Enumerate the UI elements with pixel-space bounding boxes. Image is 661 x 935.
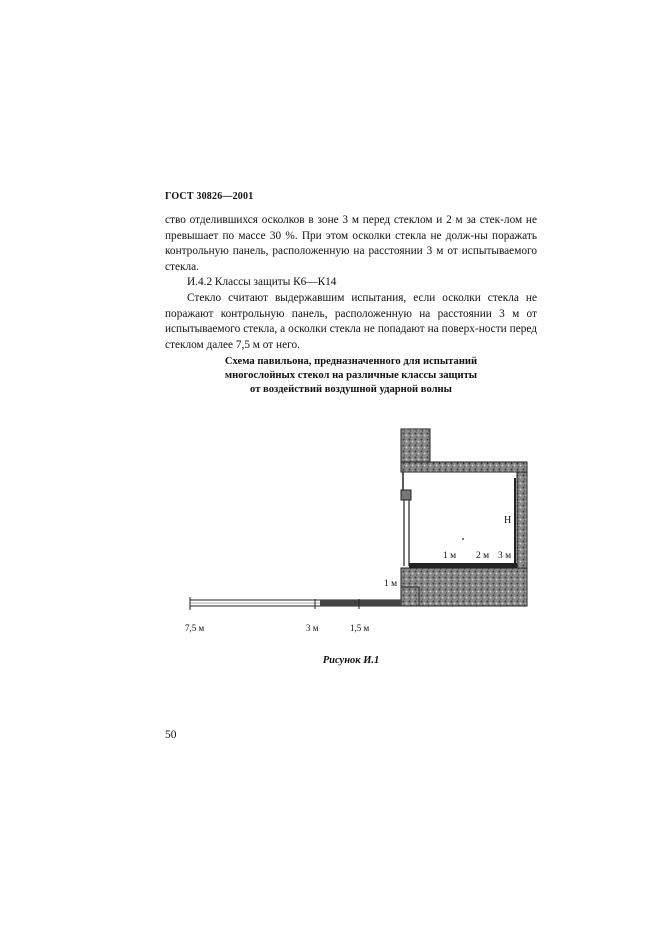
right-wall (517, 472, 527, 568)
interior-floor (409, 563, 517, 568)
caption-line-2: многослойных стекол на различные классы защиты (224, 370, 478, 381)
label-height: Н (504, 515, 512, 526)
section-heading: И.4.2 Классы защиты К6—К14 (187, 276, 337, 289)
paragraph-1: ство отделившихся осколков в зоне 3 м перед стеклом и 2 м за стек-лом не превышает по массе 30 %. При этом осколки стекла не долж-ны поражать контрольную панель, расположенную на расстоянии 3 м от испытываемого стекла. (165, 214, 537, 273)
foundation (401, 568, 527, 606)
caption-line-1: Схема павильона, предназначенного для испытаний (224, 356, 478, 367)
entrance-step (401, 587, 419, 606)
label-ground-3m: 3 м (306, 623, 319, 633)
interior-dot (462, 538, 464, 540)
standard-header: ГОСТ 30826—2001 (165, 191, 254, 202)
glass-mount (401, 490, 411, 500)
roof-slab (401, 462, 527, 472)
label-ground-7-5m: 7,5 м (185, 623, 205, 633)
caption-line-3: от воздействий воздушной ударной волны (250, 384, 452, 395)
label-inner-3m: 3 м (498, 551, 512, 561)
debris-zone (320, 600, 401, 606)
page-number: 50 (165, 729, 177, 741)
chimney-block (401, 429, 430, 462)
label-outer-1m: 1 м (384, 579, 398, 589)
label-inner-2m: 2 м (476, 551, 490, 561)
figure-label: Рисунок И.1 (322, 655, 380, 666)
label-inner-1m: 1 м (443, 551, 457, 561)
paragraph-2: Стекло считают выдержавшим испытания, если осколки стекла не поражают контрольную панель, расположенную на расстоянии 3 м от испытываемого стекла, а осколки стекла не попадают на поверх-ности перед стеклом далее 7,5 м от него. (165, 291, 537, 351)
label-ground-1-5m: 1,5 м (350, 623, 370, 633)
